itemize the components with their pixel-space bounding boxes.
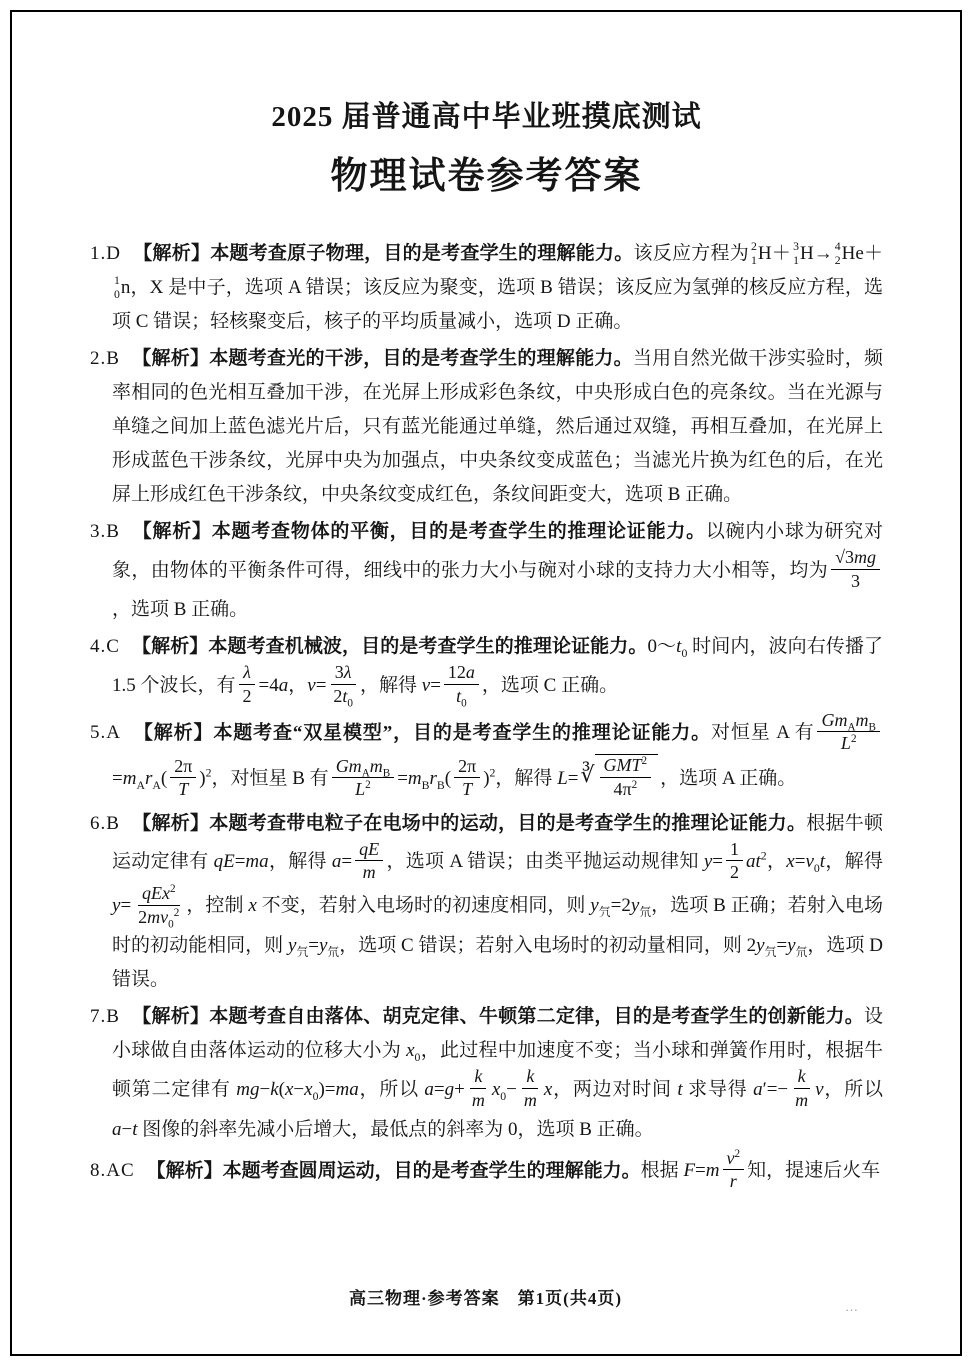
answer-sheet-title: 物理试卷参考答案 <box>330 156 643 197</box>
answer-item-6 <box>90 807 883 998</box>
answer-number: 8.AC <box>90 1160 135 1182</box>
explanation-text: 根据牛顿运动定律有 qE=ma，解得 a= $\frac{qE}{m}$ ，选项 A 错误；由类平抛运动规律知 y= $\frac{1}{2}$ $at^2$，$x=v_0t$，解得 y= $\frac{qEx^2}{2mv_0^2}$ ，控制 x 不变，若射入电场时的初速度相同，则 $y_氕=2y_氘$，选项 B 正确；若射入电场时的初动能相同，则 $y_氕=y_氘$，选项 C 错误；若射入电场时的初动量相同，则 $2y_氕=y_氘$，选项 D 错误。 <box>112 812 883 991</box>
analysis-lead: 【解析】本题考查物体的平衡，目的是考查学生的推理论证能力。 <box>131 521 706 542</box>
analysis-lead: 【解析】本题考查圆周运动，目的是考查学生的理解能力。 <box>146 1160 641 1182</box>
answer-number: 6.B <box>90 812 120 834</box>
answer-item-8 <box>90 1147 883 1194</box>
analysis-lead: 【解析】本题考查光的干涉，目的是考查学生的理解能力。 <box>131 348 633 369</box>
answer-number: 3.B <box>90 521 120 542</box>
answer-item-3 <box>90 515 883 627</box>
answer-item-1 <box>90 237 883 339</box>
explanation-text: 对恒星 A 有 $\frac{Gm_Am_B}{L^2}$ $=m_Ar_A$( $\frac{2\pi}{T}$ )$^2$，对恒星 B 有 $\frac{Gm_Am_B}{L^2}$ $=m_Br_B$( $\frac{2\pi}{T}$ )$^2$，解得 L= ∛ $\frac{GMT^2}{4\pi^2}$ ，选项 A 正确。 <box>112 722 883 789</box>
analysis-lead: 【解析】本题考查“双星模型”，目的是考查学生的推理论证能力。 <box>132 722 712 744</box>
analysis-lead: 【解析】本题考查原子物理，目的是考查学生的理解能力。 <box>132 243 634 264</box>
footer-text: 高三物理·参考答案 第1页(共4页) <box>349 1289 622 1308</box>
answer-item-4 <box>90 630 883 708</box>
exam-title: 2025 届普通高中毕业班摸底测试 <box>271 101 702 133</box>
analysis-lead: 【解析】本题考查自由落体、胡克定律、牛顿第二定律，目的是考查学生的创新能力。 <box>131 1006 864 1028</box>
footer-dots: … <box>845 1299 859 1314</box>
answer-list <box>90 237 883 1194</box>
answer-number: 4.C <box>90 636 120 658</box>
answer-number: 5.A <box>90 722 121 744</box>
explanation-text: 根据 F=m $\frac{v^2}{r}$ 知，提速后火车 <box>640 1147 881 1192</box>
answer-item-2 <box>90 342 883 512</box>
analysis-lead: 【解析】本题考查带电粒子在电场中的运动，目的是考查学生的推理论证能力。 <box>131 812 807 834</box>
answer-number: 7.B <box>90 1006 120 1028</box>
answer-item-7 <box>90 1000 883 1146</box>
explanation-text: 当用自然光做干涉实验时，频率相同的色光相互叠加干涉，在光屏上形成彩色条纹，中央形成白色的亮条纹。当在光源与单缝之间加上蓝色滤光片后，只有蓝光能通过单缝，然后通过双缝，再相互叠加，在光屏上形成蓝色干涉条纹，光屏中央为加强点，中央条纹变成蓝色；当滤光片换为红色的后，在光屏上形成红色干涉条纹，中央条纹变成红色，条纹间距变大，选项 B 正确。 <box>112 348 883 505</box>
explanation-text: 该反应方程为 2 1 H＋ 3 1 H→ 4 2 He＋ 1 0 n，X 是中子，选项 A 错误；该反应为聚变，选项 B 错误；该反应为氢弹的核反应方程，选项 C 错误；轻核聚变后，核子的平均质量减小，选项 D 正确。 <box>112 240 883 332</box>
analysis-lead: 【解析】本题考查机械波，目的是考查学生的推理论证能力。 <box>131 636 648 658</box>
explanation-text: 以碗内小球为研究对象，由物体的平衡条件可得，细线中的张力大小与碗对小球的支持力大小相等，均为 $\frac{√3mg}{3}$ ，选项 B 正确。 <box>112 521 883 621</box>
answer-number: 2.B <box>90 348 120 369</box>
answer-number: 1.D <box>90 243 121 264</box>
page-footer <box>0 1284 971 1309</box>
answer-item-5 <box>90 709 883 804</box>
explanation-text: 设小球做自由落体运动的位移大小为 $x_0$，此过程中加速度不变；当小球和弹簧作用时，根据牛顿第二定律有 $mg-k(x-x_0)=ma$，所以 a=g+ $\frac{k}{m}$ $x_0-$ $\frac{k}{m}$ x，两边对时间 t 求导得 a′=− $\frac{k}{m}$ v，所以 a−t 图像的斜率先减小后增大，最低点的斜率为 0，选项 B 正确。 <box>112 1006 883 1140</box>
explanation-text: $0\sim t_0$ 时间内，波向右传播了 1.5 个波长，有 $\frac{\lambda}{2}$ =4a，v= $\frac{3\lambda}{2t_0}$ ，解得 v= $\frac{12a}{t_0}$ ，选项 C 正确。 <box>112 636 883 710</box>
